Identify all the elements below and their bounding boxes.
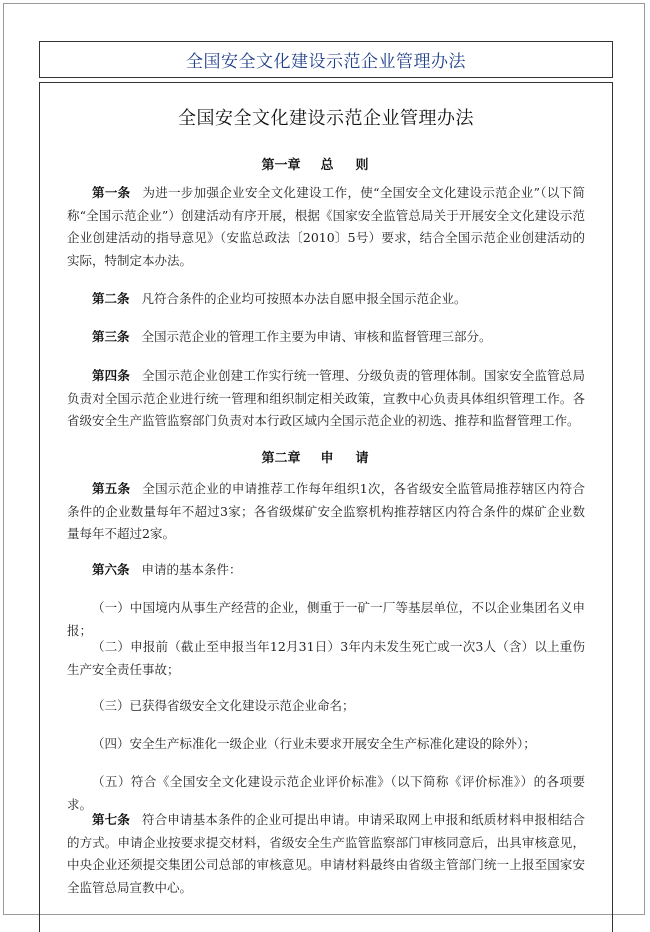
article-text: 为进一步加强企业安全文化建设工作，使“全国安全文化建设示范企业”（以下简称“全国示范企业”）创建活动有序开展，根据《国家安全监管总局关于开展安全文化建设示范企业创建活动的指导意见》（安监总政法〔2010〕5号）要求，结合全国示范企业创建活动的实际，特制定本办法。 <box>67 185 585 268</box>
article-text: 全国示范企业的管理工作主要为申请、审核和监督管理三部分。 <box>141 329 492 344</box>
condition-item-3: （三）已获得省级安全文化建设示范企业命名； <box>92 698 355 713</box>
article-label: 第五条 <box>92 481 131 496</box>
document-body <box>39 82 613 932</box>
article-text: 全国示范企业的申请推荐工作每年组织1次，各省级安全监管局推荐辖区内符合条件的企业数量每年不超过3家；各省级煤矿安全监察机构推荐辖区内符合条件的煤矿企业数量每年不超过2家。 <box>67 481 585 541</box>
article-label: 第四条 <box>92 368 130 383</box>
article-5 <box>67 478 585 546</box>
document-title: 全国安全文化建设示范企业管理办法 <box>178 108 474 129</box>
chapter-name: 申请 <box>320 451 391 466</box>
article-text: 凡符合条件的企业均可按照本办法自愿申报全国示范企业。 <box>141 291 467 306</box>
article-label: 第六条 <box>92 562 130 577</box>
article-6 <box>67 559 585 582</box>
chapter-heading-1 <box>67 154 585 173</box>
article-2 <box>67 288 585 311</box>
chapter-number: 第一章 <box>261 158 301 173</box>
article-text: 申请的基本条件： <box>141 562 242 577</box>
article-1 <box>67 182 585 272</box>
condition-item-1: （一）中国境内从事生产经营的企业，侧重于一矿一厂等基层单位，不以企业集团名义申报； <box>67 600 585 638</box>
article-text: 符合申请基本条件的企业可提出申请。申请采取网上申报和纸质材料申报相结合的方式。申请企业按要求提交材料，省级安全生产监管监察部门审核同意后，出具审核意见，中央企业还须提交集团公司总部的审核意见。申请材料最终由省级主管部门统一上报至国家安全监管总局宣教中心。 <box>67 812 585 895</box>
chapter-heading-2 <box>67 447 585 466</box>
condition-item-2: （二）申报前（截止至申报当年12月31日）3年内未发生死亡或一次3人（含）以上重伤生产安全责任事故； <box>67 639 585 677</box>
article-label: 第二条 <box>92 291 130 306</box>
article-3 <box>67 326 585 349</box>
article-7 <box>67 809 585 899</box>
condition-item-4: （四）安全生产标准化一级企业（行业未要求开展安全生产标准化建设的除外）； <box>92 736 536 751</box>
chapter-name: 总则 <box>320 158 391 173</box>
article-label: 第七条 <box>92 812 130 827</box>
header-title: 全国安全文化建设示范企业管理办法 <box>186 52 466 72</box>
header-banner <box>39 41 613 78</box>
article-label: 第三条 <box>92 329 130 344</box>
chapter-number: 第二章 <box>261 451 301 466</box>
condition-item-5: （五）符合《全国安全文化建设示范企业评价标准》（以下简称《评价标准》）的各项要求。 <box>67 774 585 812</box>
article-label: 第一条 <box>92 185 131 200</box>
article-4 <box>67 365 585 433</box>
article-text: 全国示范企业创建工作实行统一管理、分级负责的管理体制。国家安全监管总局负责对全国示范企业进行统一管理和组织制定相关政策，宣教中心负责具体组织管理工作。各省级安全生产监管监察部门负责对本行政区域内全国示范企业的初选、推荐和监督管理工作。 <box>67 368 585 428</box>
